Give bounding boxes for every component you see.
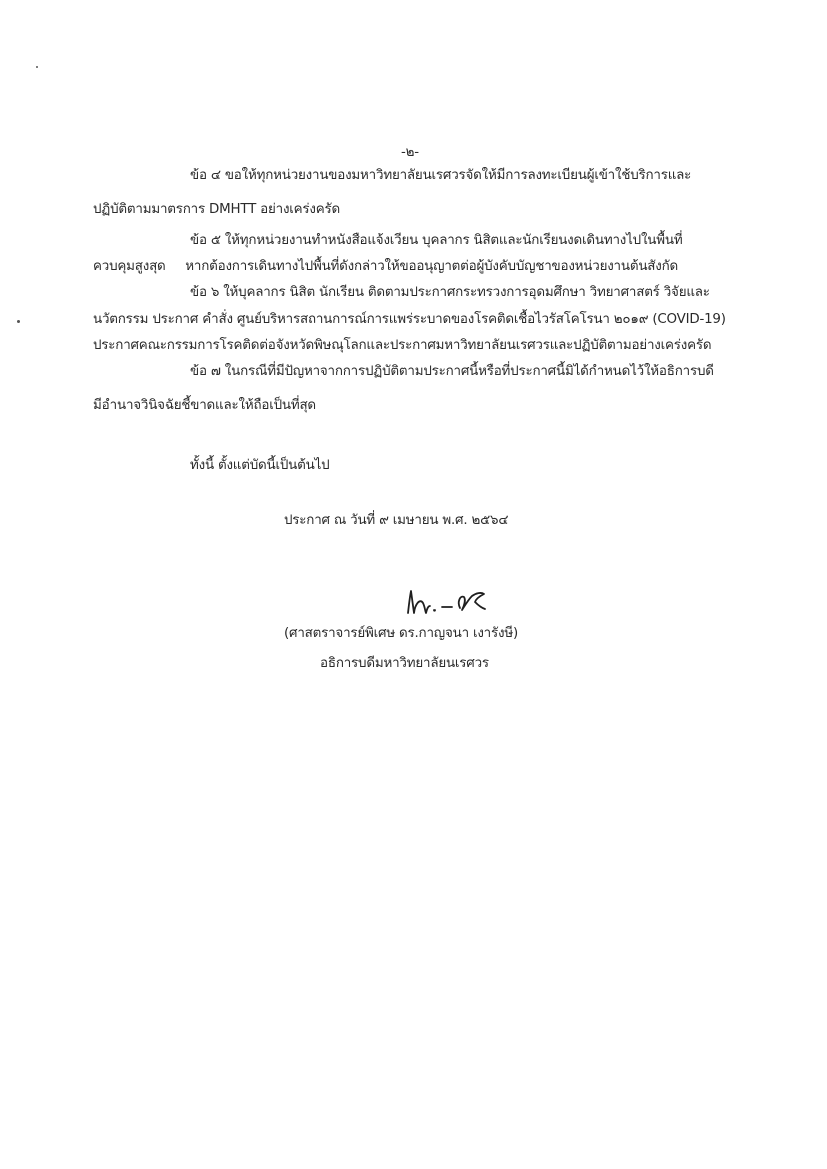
scan-speck [17,320,20,323]
clause-4-line-1: ข้อ ๔ ขอให้ทุกหน่วยงานของมหาวิทยาลัยนเรศวรจัดให้มีการลงทะเบียนผู้เข้าใช้บริการและ [190,168,692,183]
signature-image [402,586,502,622]
clause-4-line-2: ปฏิบัติตามมาตรการ DMHTT อย่างเคร่งครัด [93,202,341,217]
clause-5-line-2: ควบคุมสูงสุด หากต้องการเดินทางไปพื้นที่ดังกล่าวให้ขออนุญาตต่อผู้บังคับบัญชาของหน่วยงานต้นสังกัด [93,259,678,274]
scan-speck [36,66,38,68]
announcement-date: ประกาศ ณ วันที่ ๙ เมษายน พ.ศ. ๒๕๖๔ [284,513,509,528]
clause-6-line-3: ประกาศคณะกรรมการโรคติดต่อจังหวัดพิษณุโลกและประกาศมหาวิทยาลัยนเรศวรและปฏิบัติตามอย่างเคร่งครัด [93,338,712,353]
effective-statement: ทั้งนี้ ตั้งแต่บัดนี้เป็นต้นไป [190,458,330,473]
page-number: -๒- [401,145,419,160]
clause-7-line-1: ข้อ ๗ ในกรณีที่มีปัญหาจากการปฏิบัติตามประกาศนี้หรือที่ประกาศนี้มิได้กำหนดไว้ให้อธิการบดี [190,364,714,379]
clause-7-line-2: มีอำนาจวินิจฉัยชี้ขาดและให้ถือเป็นที่สุด [93,398,316,413]
signatory-name: (ศาสตราจารย์พิเศษ ดร.กาญจนา เงารังษี) [284,626,518,641]
clause-6-line-2: นวัตกรรม ประกาศ คำสั่ง ศูนย์บริหารสถานการณ์การแพร่ระบาดของโรคติดเชื้อไวรัสโคโรนา ๒๐๑๙ (COVID-19) [93,312,726,327]
clause-5-line-1: ข้อ ๕ ให้ทุกหน่วยงานทำหนังสือแจ้งเวียน บุคลากร นิสิตและนักเรียนงดเดินทางไปในพื้นที่ [190,233,683,248]
clause-6-line-1: ข้อ ๖ ให้บุคลากร นิสิต นักเรียน ติดตามประกาศกระทรวงการอุดมศึกษา วิทยาศาสตร์ วิจัยและ [190,285,710,300]
signatory-title: อธิการบดีมหาวิทยาลัยนเรศวร [320,656,489,671]
